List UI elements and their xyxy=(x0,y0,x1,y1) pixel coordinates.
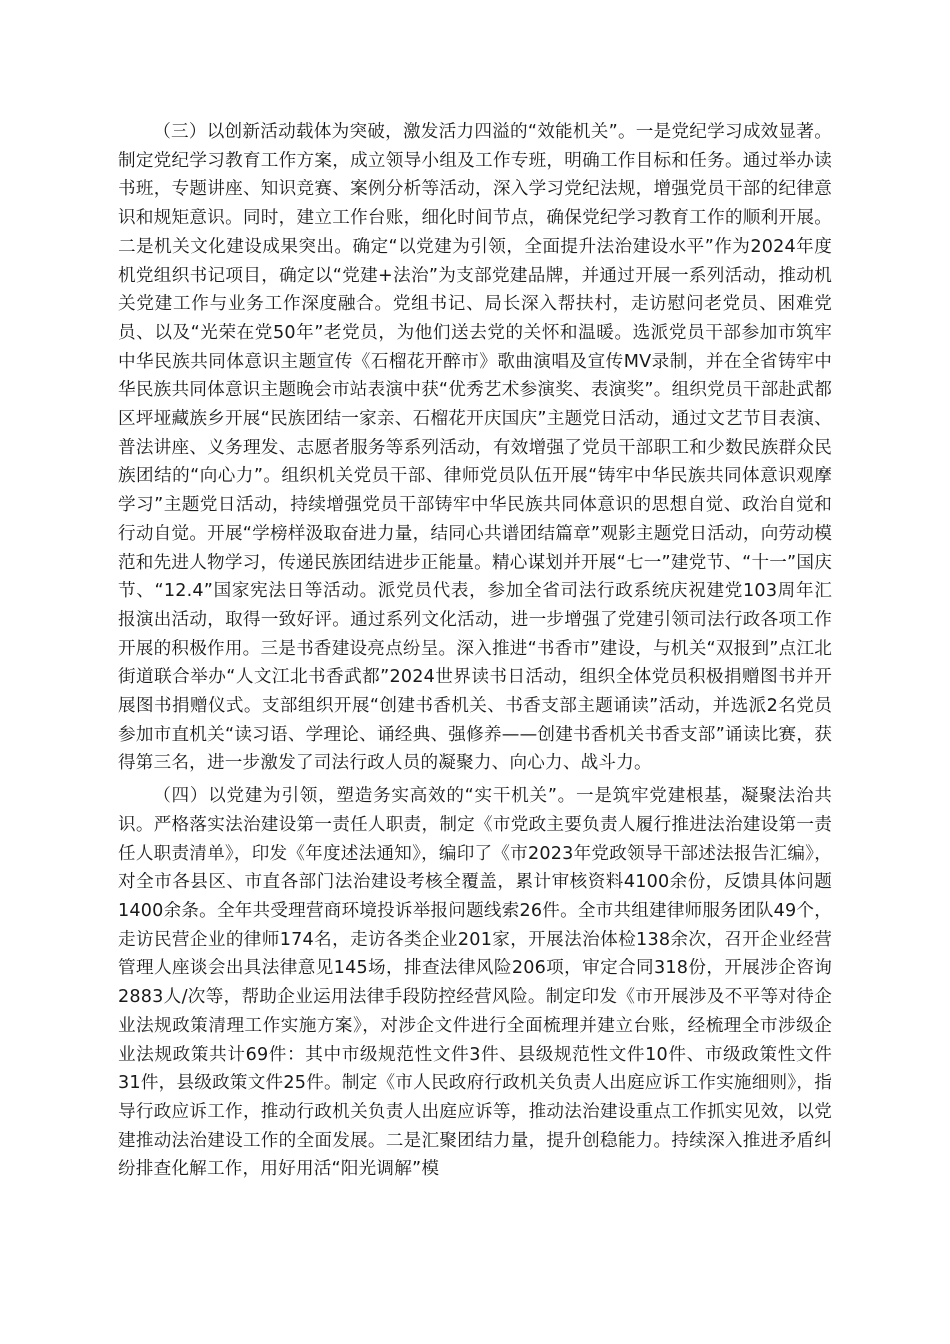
paragraph-efficiency-organ: （三）以创新活动载体为突破，激发活力四溢的“效能机关”。一是党纪学习成效显著。制定党纪学习教育工作方案，成立领导小组及工作专班，明确工作目标和任务。通过举办读书班，专题讲座、知识竞赛、案例分析等活动，深入学习党纪法规，增强党员干部的纪律意识和规矩意识。同时，建立工作台账，细化时间节点，确保党纪学习教育工作的顺利开展。二是机关文化建设成果突出。确定“以党建为引领，全面提升法治建设水平”作为2024年度机党组织书记项目，确定以“党建+法治”为支部党建品牌，并通过开展一系列活动，推动机关党建工作与业务工作深度融合。党组书记、局长深入帮扶村，走访慰问老党员、困难党员、以及“光荣在党50年”老党员，为他们送去党的关怀和温暖。选派党员干部参加市筑牢中华民族共同体意识主题宣传《石榴花开醉市》歌曲演唱及宣传MV录制，并在全省铸牢中华民族共同体意识主题晚会市站表演中获“优秀艺术参演奖、表演奖”。组织党员干部赴武都区坪垭藏族乡开展“民族团结一家亲、石榴花开庆国庆”主题党日活动，通过文艺节目表演、普法讲座、义务理发、志愿者服务等系列活动，有效增强了党员干部职工和少数民族群众民族团结的“向心力”。组织机关党员干部、律师党员队伍开展“铸牢中华民族共同体意识观摩学习”主题党日活动，持续增强党员干部铸牢中华民族共同体意识的思想自觉、政治自觉和行动自觉。开展“学榜样汲取奋进力量，结同心共谱团结篇章”观影主题党日活动，向劳动模范和先进人物学习，传递民族团结进步正能量。精心谋划并开展“七一”建党节、“十一”国庆节、“12.4”国家宪法日等活动。派党员代表，参加全省司法行政系统庆祝建党103周年汇报演出活动，取得一致好评。通过系列文化活动，进一步增强了党建引领司法行政各项工作开展的积极作用。三是书香建设亮点纷呈。深入推进“书香市”建设，与机关“双报到”点江北街道联合举办“人文江北书香武都”2024世界读书日活动，组织全体党员积极捐赠图书并开展图书捐赠仪式。支部组织开展“创建书香机关、书香支部主题诵读”活动，并选派2名党员参加市直机关“读习语、学理论、诵经典、强修养——创建书香机关书香支部”诵读比赛，获得第三名，进一步激发了司法行政人员的凝聚力、向心力、战斗力。 xyxy=(118,122,832,774)
paragraph-practical-organ: （四）以党建为引领，塑造务实高效的“实干机关”。一是筑牢党建根基，凝聚法治共识。严格落实法治建设第一责任人职责，制定《市党政主要负责人履行推进法治建设第一责任人职责清单》，印发《年度述法通知》，编印了《市2023年党政领导干部述法报告汇编》，对全市各县区、市直各部门法治建设考核全覆盖，累计审核资料4100余份，反馈具体问题1400余条。全年共受理营商环境投诉举报问题线索26件。全市共组建律师服务团队49个，走访民营企业的律师174名，走访各类企业201家，开展法治体检138余次，召开企业经营管理人座谈会出具法律意见145场，排查法律风险206项，审定合同318份，开展涉企咨询2883人/次等，帮助企业运用法律手段防控经营风险。制定印发《市开展涉及不平等对待企业法规政策清理工作实施方案》，对涉企文件进行全面梳理并建立台账，经梳理全市涉级企业法规政策共计69件：其中市级规范性文件3件、县级规范性文件10件、市级政策性文件31件，县级政策文件25件。制定《市人民政府行政机关负责人出庭应诉工作实施细则》，指导行政应诉工作，推动行政机关负责人出庭应诉等，推动法治建设重点工作抓实见效，以党建推动法治建设工作的全面发展。二是汇聚团结力量，提升创稳能力。持续深入推进矛盾纠纷排查化解工作，用好用活“阳光调解”模 xyxy=(118,786,832,1180)
document-page xyxy=(118,118,832,1328)
